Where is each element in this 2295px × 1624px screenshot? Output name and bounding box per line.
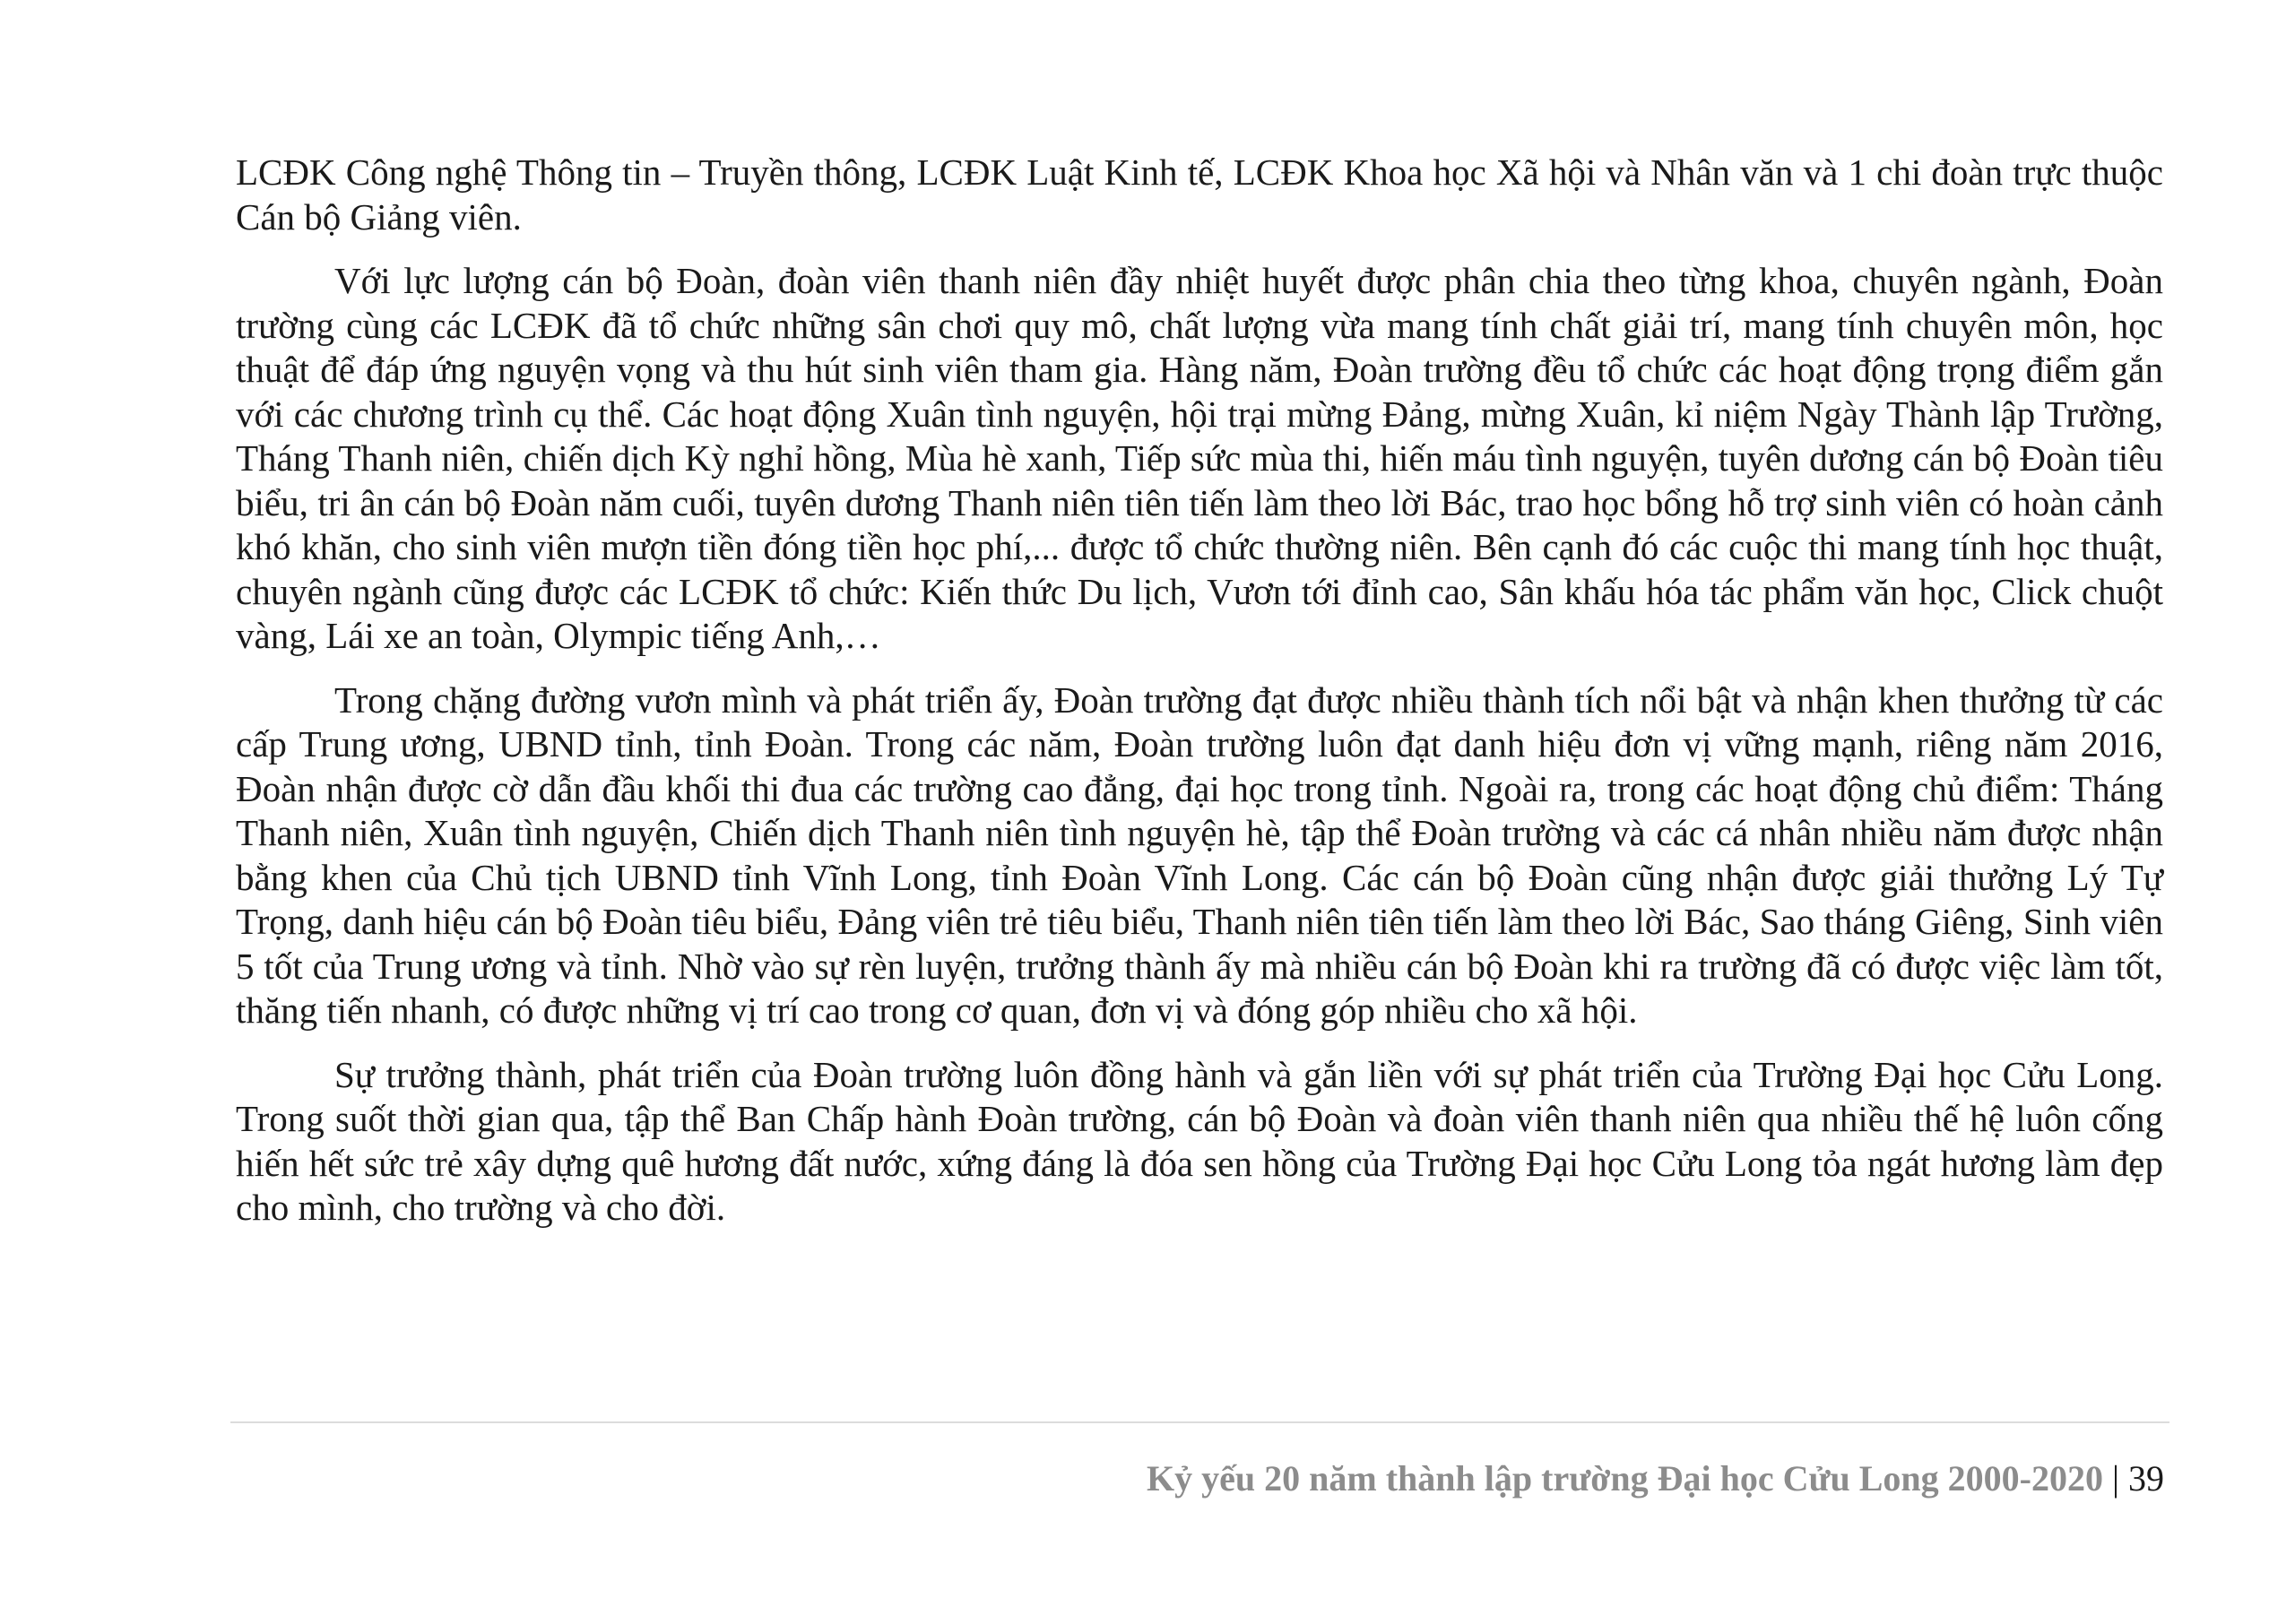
footer-divider <box>230 1421 2169 1423</box>
body-text <box>236 151 2163 1231</box>
footer-title: Kỷ yếu 20 năm thành lập trường Đại học Cửu Long 2000-2020 <box>1147 1458 2103 1499</box>
page-number: 39 <box>2128 1458 2164 1499</box>
page-footer <box>1147 1457 2164 1500</box>
paragraph-continuation: LCĐK Công nghệ Thông tin – Truyền thông, LCĐK Luật Kinh tế, LCĐK Khoa học Xã hội và Nhân văn và 1 chi đoàn trực thuộc Cán bộ Giảng viên. <box>236 151 2163 238</box>
paragraph-activities: Với lực lượng cán bộ Đoàn, đoàn viên thanh niên đầy nhiệt huyết được phân chia theo từng khoa, chuyên ngành, Đoàn trường cùng các LCĐK đã tổ chức những sân chơi quy mô, chất lượng vừa mang tính chất giải trí, mang tính chuyên môn, học thuật để đáp ứng nguyện vọng và thu hút sinh viên tham gia. Hàng năm, Đoàn trường đều tổ chức các hoạt động trọng điểm gắn với các chương trình cụ thể. Các hoạt động Xuân tình nguyện, hội trại mừng Đảng, mừng Xuân, kỉ niệm Ngày Thành lập Trường, Tháng Thanh niên, chiến dịch Kỳ nghỉ hồng, Mùa hè xanh, Tiếp sức mùa thi, hiến máu tình nguyện, tuyên dương cán bộ Đoàn tiêu biểu, tri ân cán bộ Đoàn năm cuối, tuyên dương Thanh niên tiên tiến làm theo lời Bác, trao học bổng hỗ trợ sinh viên có hoàn cảnh khó khăn, cho sinh viên mượn tiền đóng tiền học phí,... được tổ chức thường niên. Bên cạnh đó các cuộc thi mang tính học thuật, chuyên ngành cũng được các LCĐK tổ chức: Kiến thức Du lịch, Vươn tới đỉnh cao, Sân khấu hóa tác phẩm văn học, Click chuột vàng, Lái xe an toàn, Olympic tiếng Anh,… <box>236 260 2163 656</box>
paragraph-conclusion: Sự trưởng thành, phát triển của Đoàn trường luôn đồng hành và gắn liền với sự phát triển của Trường Đại học Cửu Long. Trong suốt thời gian qua, tập thể Ban Chấp hành Đoàn trường, cán bộ Đoàn và đoàn viên thanh niên qua nhiều thế hệ luôn cống hiến hết sức trẻ xây dựng quê hương đất nước, xứng đáng là đóa sen hồng của Trường Đại học Cửu Long tỏa ngát hương làm đẹp cho mình, cho trường và cho đời. <box>236 1053 2163 1228</box>
paragraph-achievements: Trong chặng đường vươn mình và phát triển ấy, Đoàn trường đạt được nhiều thành tích nổi bật và nhận khen thưởng từ các cấp Trung ương, UBND tỉnh, tỉnh Đoàn. Trong các năm, Đoàn trường luôn đạt danh hiệu đơn vị vững mạnh, riêng năm 2016, Đoàn nhận được cờ dẫn đầu khối thi đua các trường cao đẳng, đại học trong tỉnh. Ngoài ra, trong các hoạt động chủ điểm: Tháng Thanh niên, Xuân tình nguyện, Chiến dịch Thanh niên tình nguyện hè, tập thể Đoàn trường và các cá nhân nhiều năm được nhận bằng khen của Chủ tịch UBND tỉnh Vĩnh Long, tỉnh Đoàn Vĩnh Long. Các cán bộ Đoàn cũng nhận được giải thưởng Lý Tự Trọng, danh hiệu cán bộ Đoàn tiêu biểu, Đảng viên trẻ tiêu biểu, Thanh niên tiên tiến làm theo lời Bác, Sao tháng Giêng, Sinh viên 5 tốt của Trung ương và tỉnh. Nhờ vào sự rèn luyện, trưởng thành ấy mà nhiều cán bộ Đoàn khi ra trường đã có được việc làm tốt, thăng tiến nhanh, có được những vị trí cao trong cơ quan, đơn vị và đóng góp nhiều cho xã hội. <box>236 678 2163 1031</box>
footer-separator: | <box>2111 1458 2119 1499</box>
